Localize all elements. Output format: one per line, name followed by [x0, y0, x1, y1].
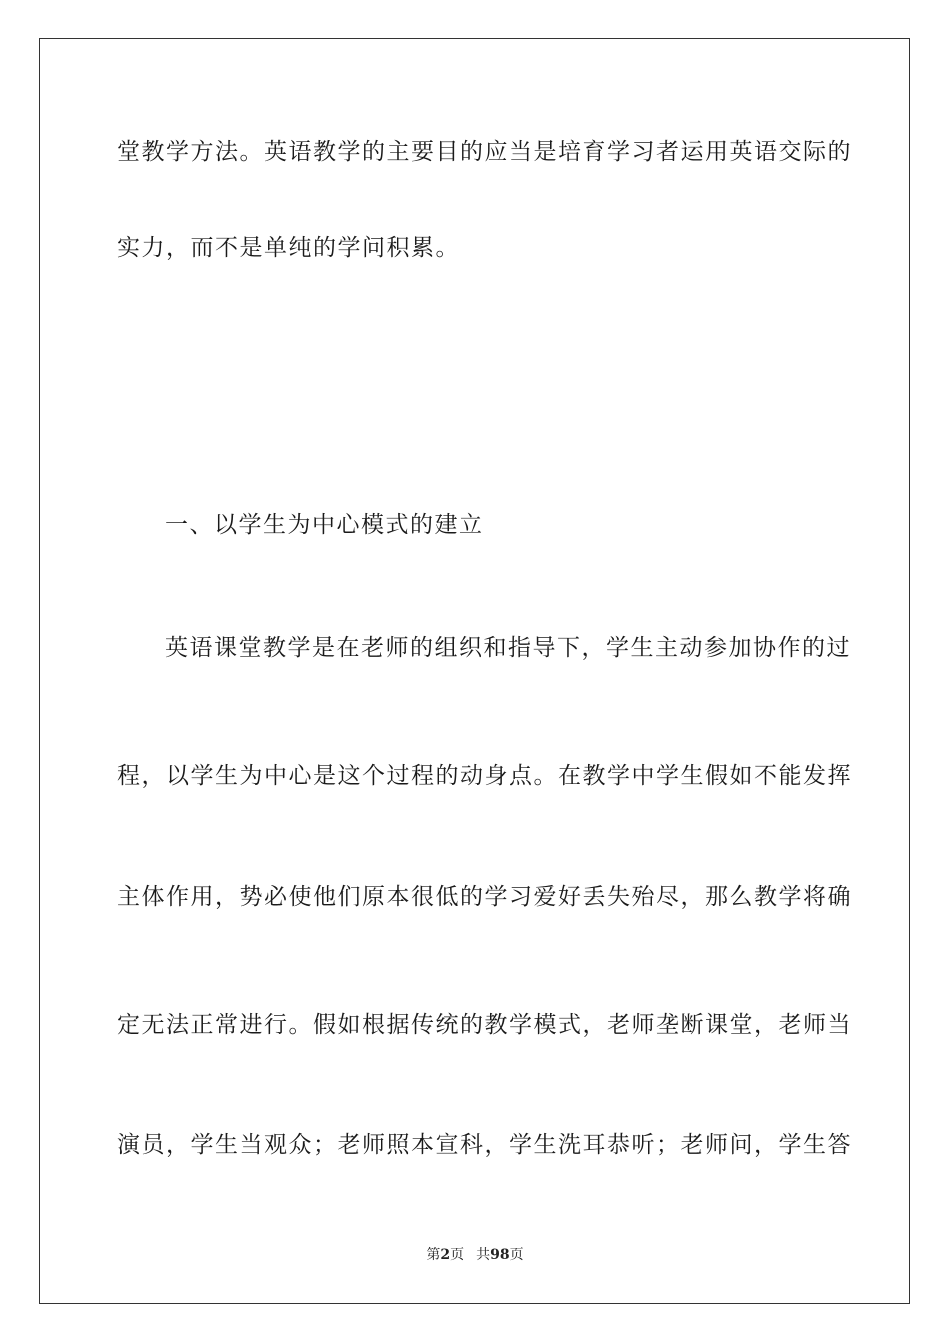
body-text-line-3: 英语课堂教学是在老师的组织和指导下，学生主动参加协作的过 — [165, 635, 851, 661]
body-text-line-4: 程，以学生为中心是这个过程的动身点。在教学中学生假如不能发挥 — [117, 763, 852, 789]
footer-total-suffix: 页 — [509, 1247, 524, 1263]
body-text-line-2: 实力，而不是单纯的学问积累。 — [117, 235, 460, 261]
body-text-line-5: 主体作用，势必使他们原本很低的学习爱好丢失殆尽，那么教学将确 — [117, 884, 852, 910]
body-text-line-1: 堂教学方法。英语教学的主要目的应当是培育学习者运用英语交际的 — [117, 139, 852, 165]
body-text-line-7: 演员，学生当观众；老师照本宣科，学生洗耳恭听；老师问，学生答 — [117, 1132, 852, 1158]
footer-page-suffix: 页 — [450, 1247, 465, 1263]
section-heading: 一、以学生为中心模式的建立 — [165, 512, 484, 538]
body-text-line-6: 定无法正常进行。假如根据传统的教学模式，老师垄断课堂，老师当 — [117, 1012, 852, 1038]
page-footer — [0, 1245, 950, 1265]
footer-total-prefix: 共 — [476, 1247, 491, 1263]
footer-total-pages: 98 — [490, 1247, 510, 1263]
page-border — [39, 38, 910, 1304]
footer-page-prefix: 第 — [426, 1247, 441, 1263]
footer-page-number: 2 — [440, 1247, 451, 1263]
